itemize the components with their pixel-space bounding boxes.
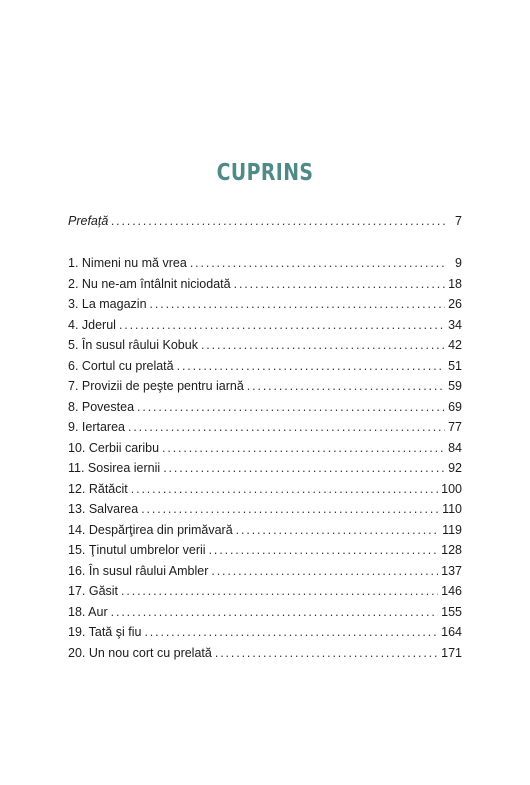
toc-preface-label: Prefață	[68, 214, 109, 228]
toc-chapter-label: 1. Nimeni nu mă vrea	[68, 256, 187, 270]
toc-row	[68, 581, 462, 602]
toc-leader-dots	[144, 622, 438, 643]
toc-chapter-label: 9. Iertarea	[68, 420, 125, 434]
toc-chapter-label: 2. Nu ne-am întâlnit niciodată	[68, 276, 231, 291]
toc-row	[68, 397, 462, 418]
toc-chapter-page: 128	[441, 543, 462, 557]
toc-chapter-page: 171	[441, 645, 462, 660]
toc-chapter-page: 34	[448, 317, 462, 332]
toc-leader-dots	[162, 438, 445, 459]
toc-chapter-label: 8. Povestea	[68, 399, 135, 414]
toc-row	[68, 520, 462, 541]
toc-row	[68, 376, 462, 397]
toc-leader-dots	[111, 602, 439, 623]
toc-chapter-page: 51	[448, 358, 462, 373]
toc-chapter-label: 15. Ţinutul umbrelor verii	[68, 543, 206, 557]
toc-row	[68, 335, 462, 356]
toc-row-preface	[68, 211, 462, 232]
toc-leader-dots	[128, 417, 445, 438]
toc-chapter-label: 10. Cerbii caribu	[68, 440, 160, 455]
toc-chapter-page: 100	[441, 481, 462, 496]
toc-leader-dots	[119, 315, 445, 336]
toc-chapter-page: 155	[441, 604, 462, 619]
toc-chapter-label: 7. Provizii de peşte pentru iarnă	[68, 379, 244, 393]
toc-chapter-page: 164	[441, 625, 462, 639]
toc-chapter-page: 42	[448, 338, 462, 352]
toc-chapter-label: 3. La magazin	[68, 297, 147, 311]
toc-leader-dots	[247, 376, 445, 397]
toc-chapter-page: 59	[448, 379, 462, 393]
toc-chapter-page: 77	[448, 420, 462, 434]
toc-leader-dots	[211, 561, 438, 582]
toc-leader-dots	[111, 211, 445, 232]
toc-leader-dots	[201, 335, 445, 356]
toc-chapter-page: 9	[455, 256, 462, 270]
toc-chapter-list	[68, 253, 462, 663]
toc-chapter-page: 119	[442, 522, 462, 537]
toc-row	[68, 540, 462, 561]
toc-leader-dots	[150, 294, 445, 315]
toc-row	[68, 417, 462, 438]
toc-leader-dots	[190, 253, 445, 274]
toc-row	[68, 253, 462, 274]
toc-leader-dots	[236, 520, 439, 541]
toc-chapter-page: 110	[442, 502, 462, 516]
toc-row	[68, 438, 462, 459]
toc-leader-dots	[234, 274, 445, 295]
toc-leader-dots	[163, 458, 445, 479]
toc-leader-dots	[131, 479, 438, 500]
toc-row	[68, 315, 462, 336]
toc-chapter-label: 11. Sosirea iernii	[68, 461, 161, 475]
toc-chapter-page: 92	[448, 461, 462, 475]
toc-chapter-label: 12. Rătăcit	[68, 481, 128, 496]
toc-row	[68, 458, 462, 479]
toc-chapter-label: 18. Aur	[68, 604, 108, 619]
toc-row	[68, 294, 462, 315]
toc-preface-page: 7	[455, 214, 462, 228]
toc-leader-dots	[141, 499, 439, 520]
toc-chapter-page: 69	[448, 399, 462, 414]
toc-chapter-page: 26	[448, 297, 462, 311]
toc-chapter-page: 137	[441, 563, 462, 578]
toc-chapter-page: 84	[448, 440, 462, 455]
toc-chapter-page: 18	[448, 276, 462, 291]
toc-row	[68, 622, 462, 643]
toc-chapter-label: 6. Cortul cu prelată	[68, 358, 174, 373]
toc-leader-dots	[137, 397, 445, 418]
toc-row	[68, 274, 462, 295]
toc-chapter-label: 16. În susul râului Ambler	[68, 563, 209, 578]
page-title: CUPRINS	[216, 160, 314, 186]
toc-row	[68, 499, 462, 520]
toc-chapter-label: 13. Salvarea	[68, 502, 139, 516]
toc-chapter-page: 146	[441, 584, 462, 598]
toc-leader-dots	[215, 643, 438, 664]
toc-chapter-label: 17. Găsit	[68, 584, 119, 598]
toc-leader-dots	[209, 540, 439, 561]
toc-preface	[68, 211, 462, 232]
toc-row	[68, 561, 462, 582]
toc-leader-dots	[121, 581, 438, 602]
toc-row	[68, 479, 462, 500]
toc-row	[68, 602, 462, 623]
toc-chapter-label: 4. Jderul	[68, 317, 116, 332]
toc-row	[68, 356, 462, 377]
toc-leader-dots	[177, 356, 445, 377]
toc-chapter-label: 20. Un nou cort cu prelată	[68, 645, 212, 660]
toc-row	[68, 643, 462, 664]
toc-chapter-label: 19. Tată şi fiu	[68, 625, 142, 639]
toc-chapter-label: 5. În susul râului Kobuk	[68, 338, 198, 352]
toc-chapter-label: 14. Despărţirea din primăvară	[68, 522, 233, 537]
